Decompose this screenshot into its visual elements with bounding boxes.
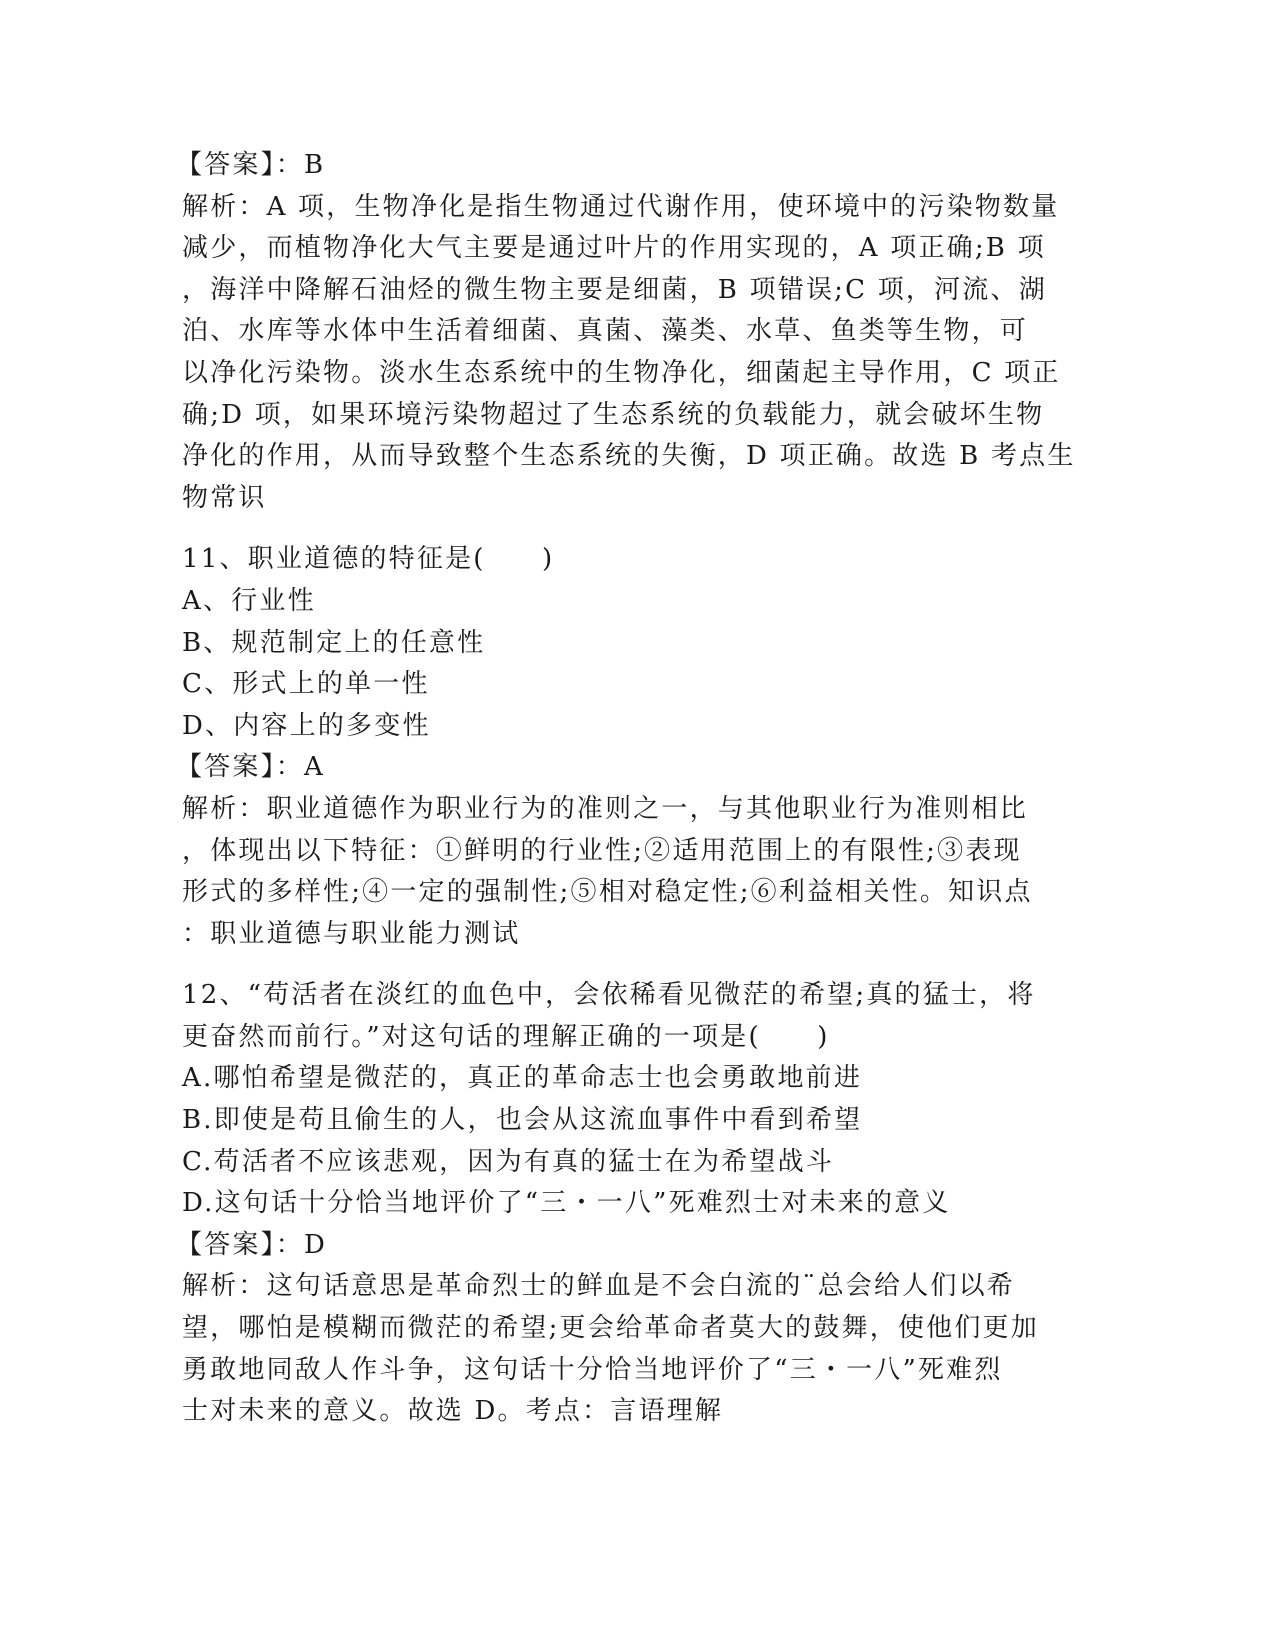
analysis-line: 净化的作用，从而导致整个生态系统的失衡，D 项正确。故选 B 考点生 — [182, 441, 1076, 472]
spacer — [182, 519, 1042, 539]
analysis-line: 望，哪怕是模糊而微茫的希望;更会给革命者莫大的鼓舞，使他们更加 — [182, 1313, 1039, 1344]
analysis-line: 泊、水库等水体中生活着细菌、真菌、藻类、水草、鱼类等生物，可 — [182, 316, 1029, 347]
answer-label: 【答案】：D — [176, 1229, 328, 1260]
option-c: C.苟活者不应该悲观，因为有真的猛士在为希望战斗 — [182, 1146, 835, 1177]
analysis-line: 士对未来的意义。故选 D。考点：言语理解 — [182, 1396, 724, 1427]
question-stem: 11、职业道德的特征是( ) — [182, 544, 555, 575]
analysis-line: 物常识 — [182, 482, 267, 513]
question-stem: 更奋然而前行。”对这句话的理解正确的一项是( ) — [182, 1021, 830, 1052]
analysis-line: 减少，而植物净化大气主要是通过叶片的作用实现的，A 项正确;B 项 — [182, 233, 1046, 264]
option-b: B.即使是苟且偷生的人，也会从这流血事件中看到希望 — [182, 1105, 863, 1136]
option-a: A、行业性 — [182, 585, 316, 616]
option-c: C、形式上的单一性 — [182, 669, 430, 700]
analysis-line: ，海洋中降解石油烃的微生物主要是细菌，B 项错误;C 项，河流、湖 — [182, 274, 1047, 305]
analysis-line: 解析：这句话意思是革命烈士的鲜血是不会白流的¨总会给人们以希 — [182, 1271, 1016, 1302]
spacer — [182, 955, 1042, 975]
question-11-block — [176, 539, 1042, 955]
analysis-line: ，体现出以下特征：①鲜明的行业性;②适用范围上的有限性;③表现 — [182, 835, 1022, 866]
option-d: D.这句话十分恰当地评价了“三・一八”死难烈士对未来的意义 — [182, 1188, 951, 1219]
analysis-line: 形式的多样性;④一定的强制性;⑤相对稳定性;⑥利益相关性。知识点 — [182, 877, 1033, 908]
analysis-line: 解析：A 项，生物净化是指生物通过代谢作用，使环境中的污染物数量 — [182, 191, 1060, 222]
analysis-line: 以净化污染物。淡水生态系统中的生物净化，细菌起主导作用，C 项正 — [182, 357, 1061, 388]
question-stem: 12、“苟活者在淡红的血色中，会依稀看见微茫的希望;真的猛士，将 — [182, 980, 1036, 1011]
analysis-line: ：职业道德与职业能力测试 — [182, 918, 521, 949]
analysis-line: 解析：职业道德作为职业行为的准则之一，与其他职业行为准则相比 — [182, 793, 1029, 824]
document-content — [176, 145, 1076, 1433]
option-d: D、内容上的多变性 — [182, 710, 431, 741]
option-b: B、规范制定上的任意性 — [182, 627, 486, 658]
analysis-line: 确;D 项，如果环境污染物超过了生态系统的负载能力，就会破坏生物 — [182, 399, 1045, 430]
analysis-line: 勇敢地同敌人作斗争，这句话十分恰当地评价了“三・一八”死难烈 — [182, 1354, 1003, 1385]
answer-label: 【答案】：B — [176, 150, 326, 180]
question-10-answer-block — [176, 145, 1076, 519]
answer-label: 【答案】：A — [176, 752, 325, 783]
question-12-block — [176, 975, 1042, 1433]
option-a: A.哪怕希望是微茫的，真正的革命志士也会勇敢地前进 — [182, 1063, 863, 1094]
